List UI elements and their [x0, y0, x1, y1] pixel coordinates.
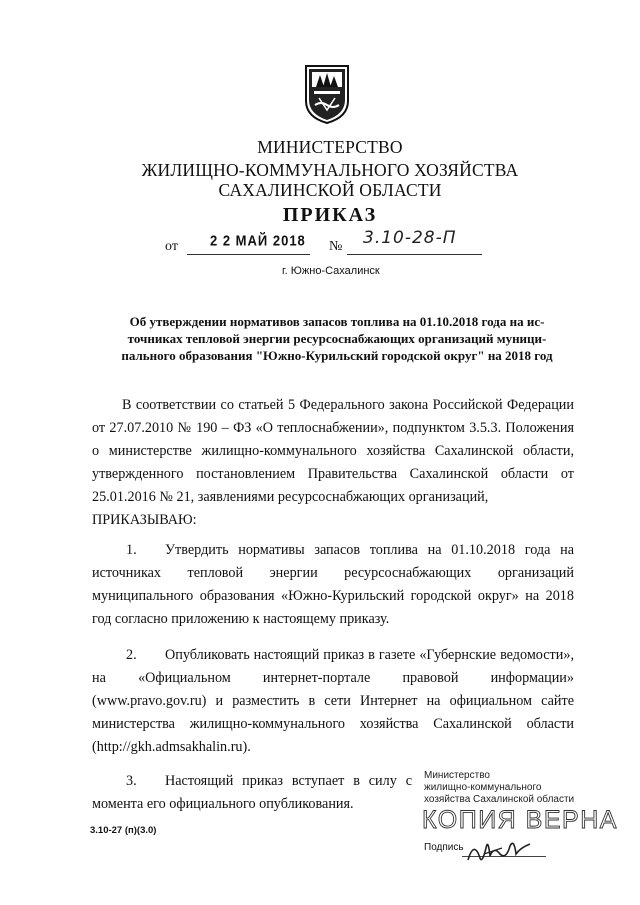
document-code: 3.10-27 (п)(3.0): [90, 825, 157, 836]
intro-paragraph: В соответствии со статьей 5 Федерального закона Российской Федерации от 27.07.2010 № 190 – ФЗ «О теплоснабжении», подпунктом 3.5.3. Положения о министерстве жилищно-коммунального хозяйства Сахалинской области, утвержденного постановлением Правительства Сахалинской области от 25.01.2016 № 21, заявлениями ресурсоснабжающих организаций,: [92, 397, 574, 505]
date-prefix: от: [165, 239, 178, 254]
certified-copy-stamp: [408, 770, 618, 870]
date-number-row: [165, 228, 485, 258]
stamp-copy-true-label: КОПИЯ ВЕРНА: [422, 806, 618, 834]
order-subject: [92, 313, 582, 364]
item-text: Настоящий приказ вступает в силу с момента его официального опубликования.: [92, 773, 412, 812]
ministry-name-line1: МИНИСТЕРСТВО: [257, 137, 403, 157]
ministry-name-line3: САХАЛИНСКОЙ ОБЛАСТИ: [218, 180, 442, 200]
item-number: 1.: [126, 542, 137, 558]
stamp-signature-label: Подпись: [424, 842, 464, 853]
number-prefix: №: [329, 239, 343, 254]
ministry-name-line2: ЖИЛИЩНО-КОММУНАЛЬНОГО ХОЗЯЙСТВА: [141, 160, 519, 180]
order-item: [92, 539, 574, 631]
handwritten-signature-icon: [464, 834, 534, 866]
coat-of-arms-icon: [303, 63, 351, 125]
city-label: г. Южно-Сахалинск: [282, 265, 380, 277]
subject-line: Об утверждении нормативов запасов топлива на 01.10.2018 года на ис-: [129, 314, 545, 329]
subject-line: пального образования "Южно-Курильский городской округ" на 2018 год: [121, 348, 553, 363]
order-item: [92, 770, 412, 816]
stamp-line: Министерство: [424, 770, 490, 781]
number-underline: [347, 254, 482, 255]
order-number: 3.10-28-П: [363, 228, 457, 248]
subject-line: точниках тепловой энергии ресурсоснабжающих организаций муници-: [127, 331, 547, 346]
stamp-organization: [424, 770, 594, 806]
order-date: 2 2 МАЙ 2018: [210, 231, 306, 250]
item-number: 3.: [126, 773, 137, 789]
order-item: [92, 644, 574, 759]
order-word: ПРИКАЗЫВАЮ:: [92, 512, 197, 528]
item-number: 2.: [126, 647, 137, 663]
document-type-title: ПРИКАЗ: [282, 204, 378, 226]
stamp-line: жилищно-коммунального: [424, 782, 542, 793]
date-underline: [187, 254, 310, 255]
item-text: Утвердить нормативы запасов топлива на 01.10.2018 года на источниках тепловой энергии ресурсоснабжающих организаций муниципального образования «Южно-Курильский городской округ» на 2018 год согласно приложению к настоящему приказу.: [92, 542, 574, 627]
item-text: Опубликовать настоящий приказ в газете «Губернские ведомости», на «Официальном интернет-портале правовой информации» (www.pravo.gov.ru) и разместить в сети Интернет на официальном сайте министерства жилищно-коммунального хозяйства Сахалинской области (http://gkh.admsakhalin.ru).: [92, 647, 574, 755]
stamp-line: хозяйства Сахалинской области: [424, 794, 575, 805]
